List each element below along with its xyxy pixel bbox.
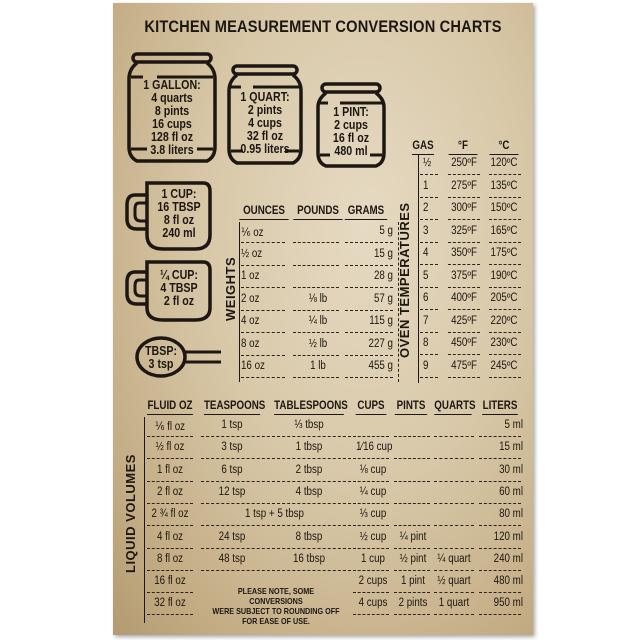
row-divider [489,287,521,288]
liquid-cell: 6 tsp [221,463,243,476]
row-divider [353,436,389,437]
row-divider [353,481,389,482]
row-divider [345,265,393,266]
liquid-cell: 1⁄16 cup [356,441,393,454]
row-divider [147,458,193,459]
row-divider [420,287,438,288]
row-divider [345,287,393,288]
liquid-cell: 2 pints [398,597,428,610]
row-divider [147,614,193,615]
row-divider [448,197,480,198]
liquid-cell: 32 fl oz [154,597,186,610]
row-divider [345,355,393,356]
row-divider [147,481,193,482]
liquid-cell: ½ pint [399,552,427,565]
row-divider [201,481,351,482]
row-divider [293,287,339,288]
oven-cell: 325ºF [451,224,477,237]
oven-cell: 2 [423,202,429,214]
liquid-cell: 48 tsp [218,552,246,565]
row-divider [420,219,438,220]
liquid-cell: 4 tbsp [295,485,323,498]
weights-cell: ½ lb [308,337,328,350]
row-divider [394,592,430,593]
weights-cell: 8 oz [241,337,260,350]
liquid-cell: 30 ml [499,463,523,476]
row-divider [479,548,521,549]
liquid-cell: ½ fl oz [155,441,185,454]
quarter-cup-mug-icon: ¼ CUP: 4 TBSP 2 fl oz [123,258,213,324]
weights-cell: 1 lb [310,360,326,372]
liquid-cell: 16 tbsp [292,552,326,565]
row-divider [345,310,393,311]
oven-cell: 475ºF [451,359,477,372]
liquid-cell: 1 tbsp [295,441,323,454]
rounding-note: PLEASE NOTE, SOME CONVERSIONS WERE SUBJECT TO ROUNDING OFF FOR EASE OF USE. [212,586,340,626]
oven-temperatures-label: OVEN TEMPERATURES [397,202,412,358]
weights-cell: ½ oz [241,247,263,260]
weights-cell: 15 g [373,247,393,260]
row-divider [479,481,521,482]
row-divider [353,592,389,593]
liquid-header-tablespoons: TABLESPOONS [274,400,344,415]
liquid-cell: ¼ cup [359,485,387,498]
oven-cell: 150ºC [490,202,518,214]
row-divider [489,242,521,243]
row-divider [420,309,438,310]
jar-heading: 1 GALLON: [143,77,201,92]
row-divider [479,614,521,615]
row-divider [147,548,193,549]
row-divider [434,436,474,437]
row-divider [147,525,193,526]
row-divider [241,265,285,266]
liquid-cell: ¼ quart [437,552,471,565]
liquid-cell: ⅛ cup [359,463,387,476]
oven-cell: ½ [423,157,432,169]
row-divider [241,242,285,243]
weights-cell: 28 g [373,270,393,282]
row-divider [434,570,474,571]
oven-cell: 230ºC [490,337,518,349]
liquid-header-liters: LITERS [482,400,518,415]
oven-cell: 1 [423,179,429,192]
row-divider [489,197,521,198]
oven-cell: 3 [423,224,429,237]
weights-cell: 57 g [373,292,393,305]
row-divider [434,592,474,593]
row-divider [420,197,438,198]
oven-cell: 275ºF [451,179,477,192]
row-divider [293,310,339,311]
oven-cell: 5 [423,269,429,282]
liquid-header-quarts: QUARTS [434,400,471,415]
oven-cell: 7 [423,314,429,327]
pint-jar-icon: 1 PINT: 2 cups 16 fl oz 480 ml [316,81,386,171]
oven-cell: 245ºC [490,359,518,372]
row-divider [241,310,285,311]
row-divider [353,570,389,571]
weights-cell: 455 g [368,360,393,372]
row-divider [394,548,430,549]
oven-header-fahrenheit: °F [449,140,478,155]
oven-cell: 190ºC [490,269,518,282]
oven-cell: 8 [423,337,429,349]
weights-cell: 16 oz [241,360,265,372]
row-divider [293,332,339,333]
oven-cell: 400ºF [451,292,477,304]
liquid-volumes-label: LIQUID VOLUMES [123,454,138,573]
row-divider [448,309,480,310]
cup-mug-icon: 1 CUP: 16 TBSP 8 fl oz 240 ml [123,179,213,253]
oven-cell: 450ºF [451,337,477,349]
liquid-cell: 8 tbsp [295,530,323,543]
oven-cell: 300ºF [451,202,477,214]
row-divider [394,614,430,615]
liquid-cell: 1 tsp + 5 tbsp [245,508,304,521]
row-divider [201,525,351,526]
weights-cell: 1 oz [241,270,260,282]
row-divider [201,548,351,549]
weights-cell: 5 g [379,225,393,237]
row-divider [147,592,193,593]
row-divider [293,242,339,243]
row-divider [345,242,393,243]
weights-cell: 4 oz [241,315,260,327]
row-divider [448,264,480,265]
row-divider [479,525,521,526]
conversion-chart-poster [113,3,533,635]
liquid-cell: ½ quart [437,575,471,588]
row-divider [489,377,521,378]
oven-cell: 350ºF [451,247,477,259]
oven-cell: 6 [423,292,429,304]
row-divider [353,458,389,459]
row-divider [479,458,521,459]
row-divider [448,174,480,175]
row-divider [479,570,521,571]
row-divider [489,332,521,333]
oven-cell: 4 [423,247,429,259]
liquid-cell: 1 fl oz [156,463,184,476]
liquid-cell: 4 fl oz [156,530,184,543]
row-divider [394,570,430,571]
liquid-cell: ⅓ cup [359,508,387,521]
row-divider [353,525,389,526]
row-divider [241,332,285,333]
liquid-cell: 1 tsp [221,419,243,431]
weights-label: WEIGHTS [223,256,238,321]
liquid-cell: 950 ml [493,597,523,610]
row-divider [448,354,480,355]
row-divider [479,503,521,504]
row-divider [241,287,285,288]
liquid-table-border [144,417,145,623]
liquid-cell: ½ cup [359,530,387,543]
liquid-cell: 1 quart [438,597,470,610]
row-divider [489,354,521,355]
liquid-cell: ¼ pint [399,530,427,543]
row-divider [434,458,474,459]
weights-header-pounds: POUNDS [293,205,342,220]
row-divider [345,332,393,333]
row-divider [420,174,438,175]
liquid-cell: 3 tsp [221,441,243,454]
oven-cell: 165ºC [490,224,518,237]
row-divider [489,309,521,310]
liquid-cell: 1 pint [401,575,425,588]
row-divider [420,264,438,265]
row-divider [394,481,430,482]
row-divider [434,548,474,549]
poster-title: KITCHEN MEASUREMENT CONVERSION CHARTS [144,17,502,36]
liquid-cell: 1 cup [361,552,385,565]
row-divider [479,592,521,593]
row-divider [201,458,351,459]
quart-jar-icon: 1 QUART: 2 pints 4 cups 32 fl oz 0.95 liters [227,63,303,169]
tablespoon-icon: TBSP: 3 tsp [135,335,225,379]
mug-heading: 1 CUP: [161,186,197,201]
row-divider [293,265,339,266]
liquid-header-cups: CUPS [356,400,387,415]
liquid-cell: 2 ¾ fl oz [151,508,189,521]
liquid-cell: 2 tbsp [295,463,323,476]
row-divider [434,525,474,526]
row-divider [201,570,351,571]
gallon-jar-icon: 1 GALLON: 4 quarts 8 pints 16 cups 128 fl oz 3.8 liters [127,51,217,169]
liquid-cell: 240 ml [493,552,523,565]
row-divider [345,377,393,378]
liquid-cell: 5 ml [504,419,523,431]
liquid-cell: 60 ml [499,485,523,498]
row-divider [293,377,339,378]
row-divider [489,219,521,220]
oven-cell: 175ºC [490,247,518,259]
oven-header-gas: GAS [412,140,434,155]
row-divider [420,332,438,333]
row-divider [448,287,480,288]
liquid-cell: ⅙ fl oz [154,421,186,433]
row-divider [479,436,521,437]
liquid-cell: 4 cups [358,597,388,610]
row-divider [434,503,474,504]
jar-heading: 1 PINT: [333,104,369,119]
liquid-header-pints: PINTS [395,400,427,415]
row-divider [489,174,521,175]
row-divider [448,377,480,378]
weights-table-border [239,222,240,382]
liquid-cell: 16 fl oz [154,575,186,588]
row-divider [147,436,193,437]
row-divider [448,242,480,243]
weights-cell: ⅙ oz [241,227,264,239]
liquid-header-teaspoons: TEASPOONS [204,400,260,415]
oven-cell: 120ºC [490,157,518,169]
row-divider [448,219,480,220]
liquid-cell: 120 ml [493,530,523,543]
weights-header-grams: GRAMS [345,205,388,220]
oven-cell: 135ºC [490,179,518,192]
row-divider [201,436,351,437]
row-divider [420,354,438,355]
row-divider [147,503,193,504]
row-divider [353,614,389,615]
weights-cell: ¼ lb [308,315,328,327]
row-divider [448,332,480,333]
liquid-cell: 480 ml [493,575,523,588]
oven-cell: 205ºC [490,292,518,304]
weights-cell: 2 oz [241,292,260,305]
mug-heading: ¼ CUP: [160,267,198,282]
row-divider [420,242,438,243]
row-divider [434,614,474,615]
weights-cell: 115 g [369,315,393,327]
row-divider [420,377,438,378]
liquid-cell: 24 tsp [218,530,246,543]
oven-cell: 9 [423,359,429,372]
weights-cell: 227 g [368,337,393,350]
jar-heading: 1 QUART: [240,89,290,104]
row-divider [394,525,430,526]
liquid-cell: 2 cups [358,575,388,588]
oven-header-celsius: °C [490,140,519,155]
row-divider [394,503,430,504]
liquid-cell: 8 fl oz [156,552,184,565]
oven-table-border [418,155,419,383]
row-divider [147,570,193,571]
oven-cell: 250ºF [451,157,477,169]
row-divider [394,458,430,459]
liquid-cell: 15 ml [499,441,523,454]
spoon-heading: TBSP: [145,343,177,358]
liquid-cell: ⅓ tbsp [294,419,324,431]
row-divider [241,377,285,378]
row-divider [293,355,339,356]
row-divider [434,481,474,482]
row-divider [201,503,351,504]
oven-cell: 375ºF [451,269,477,282]
row-divider [353,548,389,549]
weights-cell: ⅛ lb [308,292,328,305]
row-divider [394,436,430,437]
liquid-cell: 12 tsp [218,485,246,498]
row-divider [489,264,521,265]
oven-cell: 220ºC [490,314,518,327]
row-divider [353,503,389,504]
liquid-cell: 80 ml [499,508,523,521]
weights-header-ounces: OUNCES [239,205,288,220]
oven-cell: 425ºF [451,314,477,327]
liquid-cell: 2 fl oz [156,485,184,498]
liquid-header-fluid-oz: FLUID OZ [147,400,193,415]
row-divider [241,355,285,356]
